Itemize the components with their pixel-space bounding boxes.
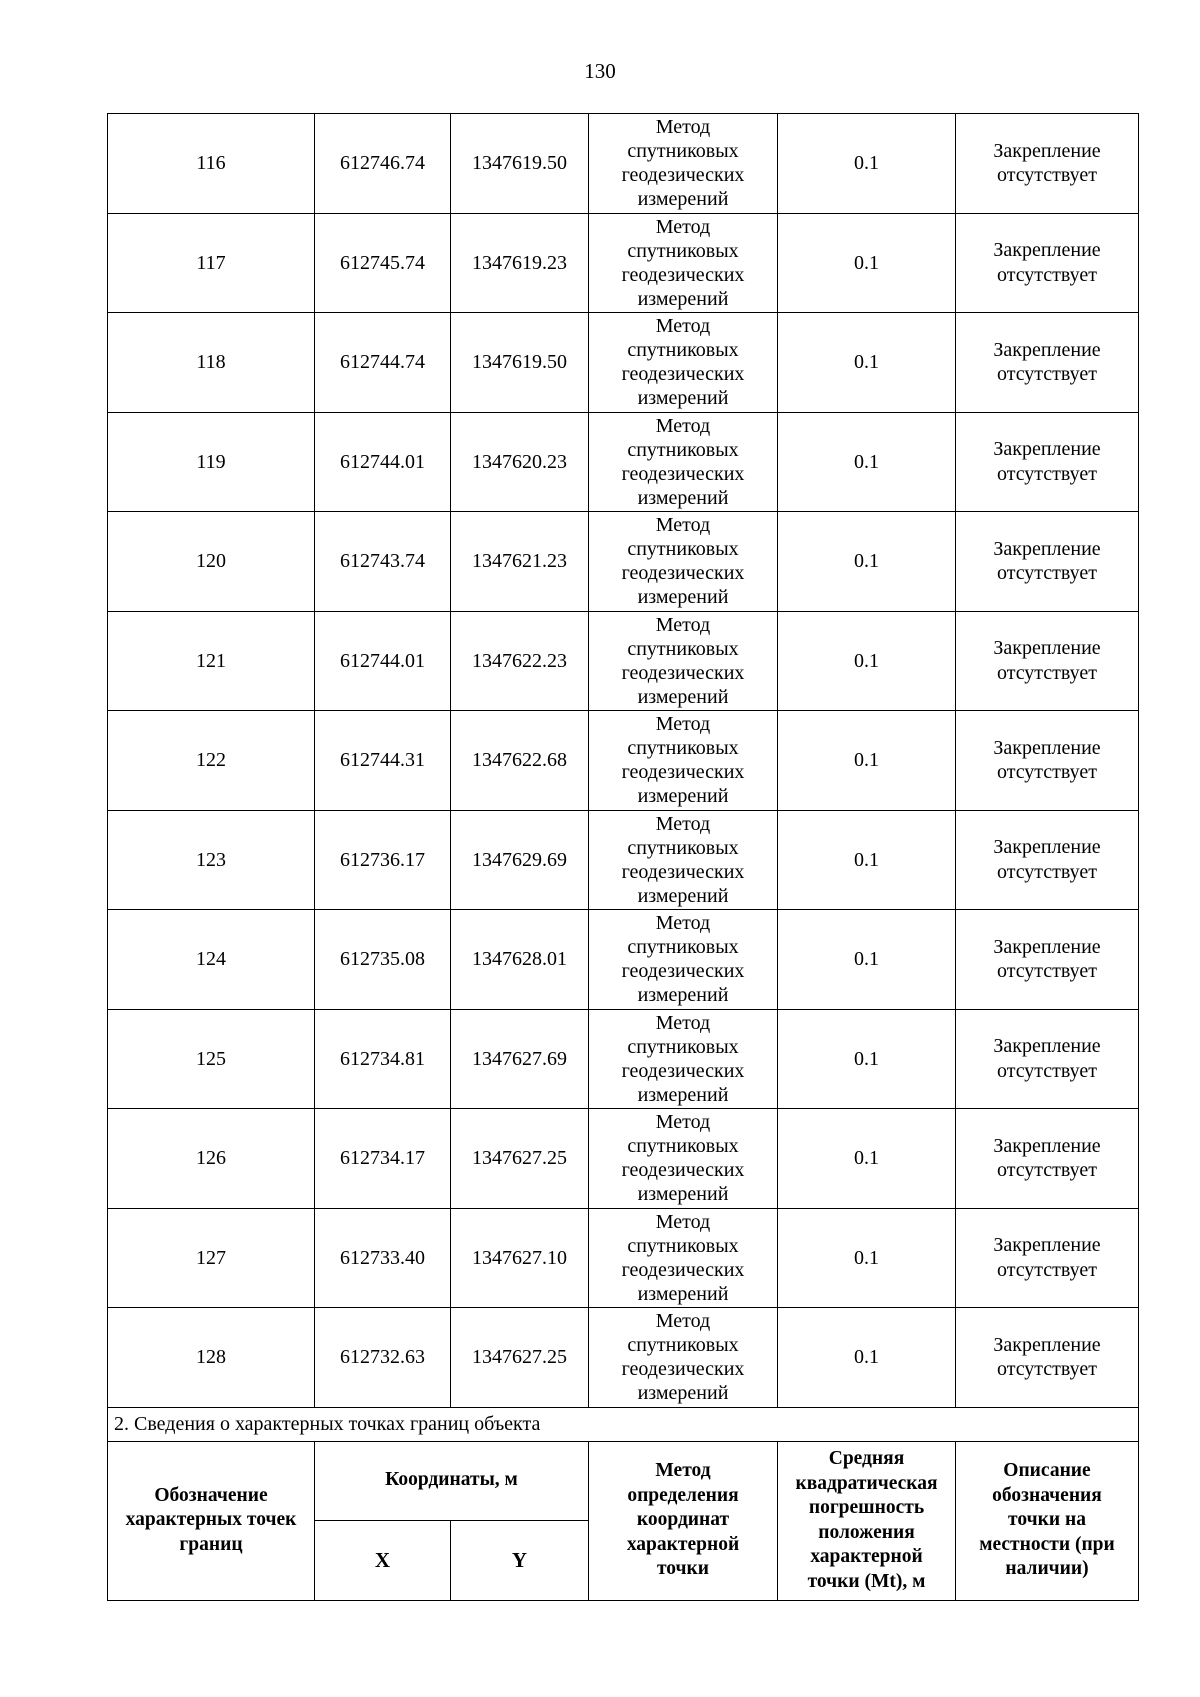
cell-method: Метод спутниковых геодезических измерений bbox=[589, 1109, 778, 1209]
cell-error: 0.1 bbox=[778, 711, 956, 811]
cell-method: Метод спутниковых геодезических измерений bbox=[589, 512, 778, 612]
cell-error: 0.1 bbox=[778, 1308, 956, 1408]
cell-point: 128 bbox=[108, 1308, 315, 1408]
cell-point: 116 bbox=[108, 114, 315, 214]
cell-method: Метод спутниковых геодезических измерений bbox=[589, 313, 778, 413]
cell-y: 1347621.23 bbox=[451, 512, 589, 612]
cell-error: 0.1 bbox=[778, 412, 956, 512]
table-row bbox=[108, 213, 1139, 313]
header-mean-error: Средняя квадратическая погрешность положения характерной точки (Mt), м bbox=[778, 1441, 956, 1600]
cell-point: 118 bbox=[108, 313, 315, 413]
cell-y: 1347627.25 bbox=[451, 1109, 589, 1209]
cell-error: 0.1 bbox=[778, 313, 956, 413]
header-method: Метод определения координат характерной точки bbox=[589, 1441, 778, 1600]
header-coordinates: Координаты, м bbox=[315, 1441, 589, 1520]
cell-x: 612744.01 bbox=[315, 611, 451, 711]
cell-error: 0.1 bbox=[778, 1208, 956, 1308]
cell-description: Закрепление отсутствует bbox=[956, 1109, 1139, 1209]
cell-y: 1347619.50 bbox=[451, 313, 589, 413]
cell-y: 1347629.69 bbox=[451, 810, 589, 910]
cell-method: Метод спутниковых геодезических измерений bbox=[589, 1009, 778, 1109]
cell-y: 1347619.23 bbox=[451, 213, 589, 313]
table-row bbox=[108, 711, 1139, 811]
page-number: 130 bbox=[584, 59, 616, 83]
cell-x: 612744.01 bbox=[315, 412, 451, 512]
cell-point: 121 bbox=[108, 611, 315, 711]
cell-x: 612746.74 bbox=[315, 114, 451, 214]
cell-point: 124 bbox=[108, 910, 315, 1010]
table-footer-section bbox=[108, 1407, 1139, 1600]
cell-method: Метод спутниковых геодезических измерений bbox=[589, 810, 778, 910]
table-row bbox=[108, 412, 1139, 512]
header-description: Описание обозначения точки на местности (при наличии) bbox=[956, 1441, 1139, 1600]
table-row bbox=[108, 512, 1139, 612]
table-row bbox=[108, 1109, 1139, 1209]
cell-description: Закрепление отсутствует bbox=[956, 1009, 1139, 1109]
header-x: X bbox=[315, 1520, 451, 1600]
cell-description: Закрепление отсутствует bbox=[956, 313, 1139, 413]
cell-y: 1347622.23 bbox=[451, 611, 589, 711]
cell-method: Метод спутниковых геодезических измерений bbox=[589, 114, 778, 214]
cell-x: 612734.81 bbox=[315, 1009, 451, 1109]
cell-method: Метод спутниковых геодезических измерений bbox=[589, 910, 778, 1010]
cell-x: 612734.17 bbox=[315, 1109, 451, 1209]
table-row bbox=[108, 114, 1139, 214]
header-y: Y bbox=[451, 1520, 589, 1600]
table-row bbox=[108, 611, 1139, 711]
cell-description: Закрепление отсутствует bbox=[956, 512, 1139, 612]
cell-description: Закрепление отсутствует bbox=[956, 611, 1139, 711]
cell-x: 612745.74 bbox=[315, 213, 451, 313]
cell-point: 117 bbox=[108, 213, 315, 313]
cell-x: 612736.17 bbox=[315, 810, 451, 910]
cell-method: Метод спутниковых геодезических измерений bbox=[589, 711, 778, 811]
cell-y: 1347628.01 bbox=[451, 910, 589, 1010]
cell-point: 122 bbox=[108, 711, 315, 811]
table-row bbox=[108, 1308, 1139, 1408]
cell-point: 125 bbox=[108, 1009, 315, 1109]
cell-error: 0.1 bbox=[778, 512, 956, 612]
cell-error: 0.1 bbox=[778, 810, 956, 910]
cell-point: 126 bbox=[108, 1109, 315, 1209]
cell-description: Закрепление отсутствует bbox=[956, 810, 1139, 910]
cell-error: 0.1 bbox=[778, 114, 956, 214]
cell-method: Метод спутниковых геодезических измерений bbox=[589, 1308, 778, 1408]
header-point-designation: Обозначение характерных точек границ bbox=[108, 1441, 315, 1600]
cell-y: 1347627.10 bbox=[451, 1208, 589, 1308]
cell-method: Метод спутниковых геодезических измерений bbox=[589, 611, 778, 711]
table-row bbox=[108, 1009, 1139, 1109]
cell-x: 612732.63 bbox=[315, 1308, 451, 1408]
cell-description: Закрепление отсутствует bbox=[956, 114, 1139, 214]
section-title-row bbox=[108, 1407, 1139, 1441]
table-row bbox=[108, 910, 1139, 1010]
cell-x: 612733.40 bbox=[315, 1208, 451, 1308]
cell-method: Метод спутниковых геодезических измерений bbox=[589, 412, 778, 512]
header-row-1 bbox=[108, 1441, 1139, 1520]
cell-method: Метод спутниковых геодезических измерений bbox=[589, 1208, 778, 1308]
cell-point: 123 bbox=[108, 810, 315, 910]
cell-description: Закрепление отсутствует bbox=[956, 711, 1139, 811]
table-row bbox=[108, 1208, 1139, 1308]
table-body bbox=[108, 114, 1139, 1408]
cell-error: 0.1 bbox=[778, 213, 956, 313]
cell-description: Закрепление отсутствует bbox=[956, 910, 1139, 1010]
cell-error: 0.1 bbox=[778, 611, 956, 711]
cell-point: 119 bbox=[108, 412, 315, 512]
cell-description: Закрепление отсутствует bbox=[956, 412, 1139, 512]
cell-x: 612744.74 bbox=[315, 313, 451, 413]
boundary-points-table bbox=[107, 113, 1139, 1601]
cell-y: 1347622.68 bbox=[451, 711, 589, 811]
cell-x: 612735.08 bbox=[315, 910, 451, 1010]
cell-description: Закрепление отсутствует bbox=[956, 213, 1139, 313]
cell-y: 1347619.50 bbox=[451, 114, 589, 214]
cell-description: Закрепление отсутствует bbox=[956, 1308, 1139, 1408]
cell-y: 1347627.25 bbox=[451, 1308, 589, 1408]
cell-description: Закрепление отсутствует bbox=[956, 1208, 1139, 1308]
cell-error: 0.1 bbox=[778, 1009, 956, 1109]
cell-x: 612743.74 bbox=[315, 512, 451, 612]
table-row bbox=[108, 313, 1139, 413]
cell-y: 1347620.23 bbox=[451, 412, 589, 512]
cell-method: Метод спутниковых геодезических измерений bbox=[589, 213, 778, 313]
table-row bbox=[108, 810, 1139, 910]
cell-error: 0.1 bbox=[778, 910, 956, 1010]
section-title: 2. Сведения о характерных точках границ объекта bbox=[108, 1407, 1139, 1441]
cell-point: 127 bbox=[108, 1208, 315, 1308]
cell-point: 120 bbox=[108, 512, 315, 612]
cell-x: 612744.31 bbox=[315, 711, 451, 811]
cell-error: 0.1 bbox=[778, 1109, 956, 1209]
cell-y: 1347627.69 bbox=[451, 1009, 589, 1109]
